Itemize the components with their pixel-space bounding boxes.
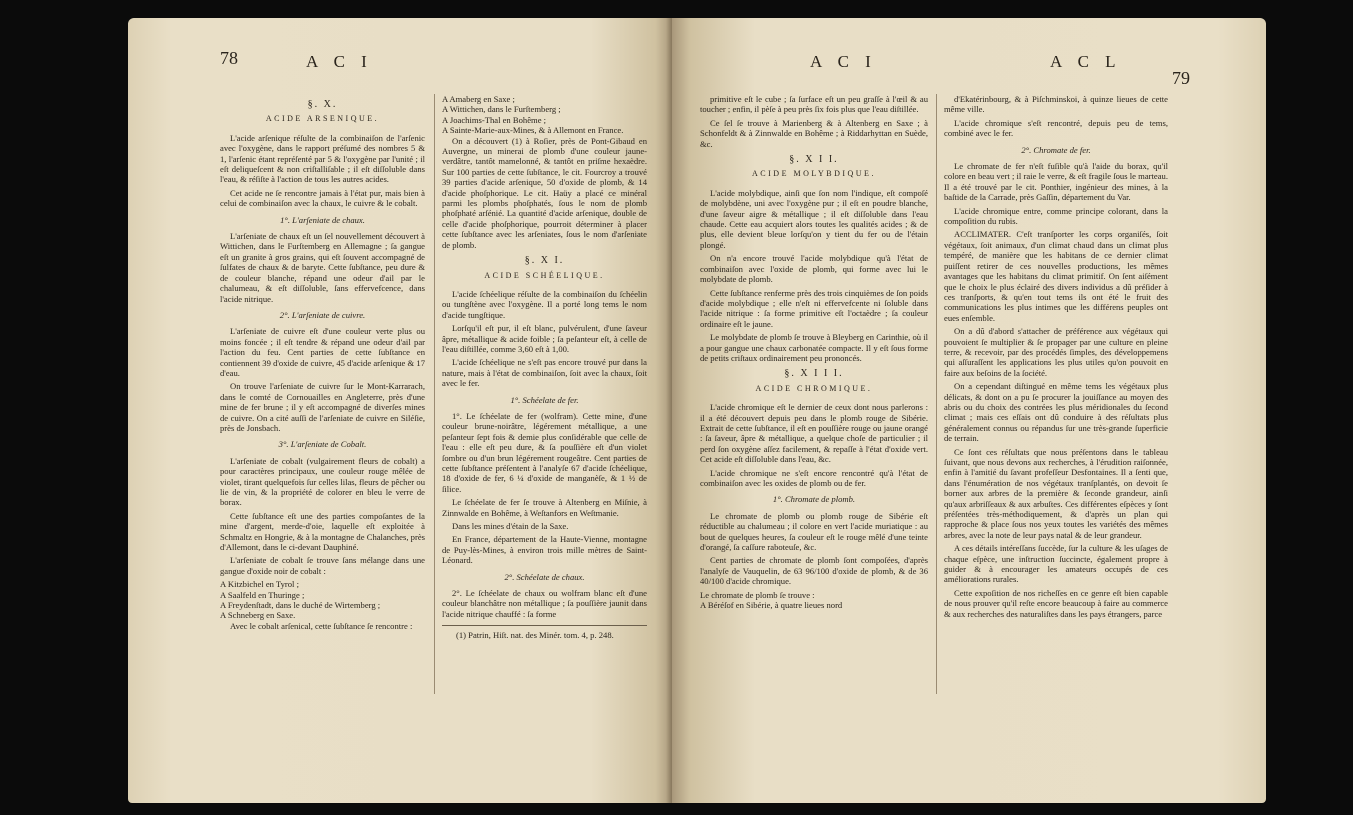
paragraph: Cette ſubſtance renferme près des trois cinquièmes de ſon poids d'acide molybdique ; elle n'eſt ni effervefcente ni ſoluble dans l'acide nitrique : ſa forme primitive eſt l'octaèdre ; ſa couleur ordinaire eſt le jaune. (700, 287, 928, 329)
text-column-1 (700, 94, 928, 610)
paragraph: Le molybdate de plomb ſe trouve à Bleyberg en Carinthie, où il a pour gangue une chaux carbonatée compacte. Il y eſt ſous forme de petits criſtaux ordinairement peu prononcés. (700, 332, 928, 363)
list-item: Le chromate de plomb ſe trouve : (700, 589, 815, 600)
subsection-title: 1°. Chromate de plomb. (772, 494, 856, 505)
section-title: ACIDE ARSENIQUE. (265, 114, 380, 124)
paragraph: Dans les mines d'étain de la Saxe. (452, 521, 569, 532)
paragraph: Cet acide ne ſe rencontre jamais à l'état pur, mais bien à celui de combinaiſon avec la chaux, le cuivre & le cobalt. (220, 187, 425, 209)
section-number: §. X. (307, 99, 338, 110)
paragraph: 2°. Le ſchéelate de chaux ou wolfram blanc eſt d'une couleur blanchâtre non métallique ; ſa pouſſière jaunit dans l'acide nitrique chauffé : ſa forme (442, 588, 647, 619)
paragraph: d'Ekatérinbourg, & à Piſchminskoi, à quinze lieues de cette même ville. (944, 94, 1168, 115)
paragraph: primitive eſt le cube ; ſa ſurface eſt un peu graſſe à l'œil & au toucher ; enfin, il pèſe à peu près ſix fois plus que l'eau diſtillée. (700, 94, 928, 115)
paragraph: L'acide chromique eſt le dernier de ceux dont nous parlerons : il a été découvert depuis peu dans le plomb rouge de Sibérie. Extrait de cette ſubſtance, il eſt en pouſſière rouge ou jaune orangé : ſa ſaveur, âpre & métallique, a quelque choſe de particulier ; il perd ſon oxygène aſſez facilement, & repaſſe à l'état d'oxide vert. Cet acide eſt diſſoluble dans l'eau, &c. (700, 402, 928, 465)
paragraph: Le ſchéelate de fer ſe trouve à Altenberg en Miſnie, à Zinnwalde en Bohême, à Weſtanfors en Weſtmanie. (442, 497, 647, 518)
subsection-title: 1°. Schéelate de fer. (510, 394, 579, 405)
paragraph: 1°. Le ſchéelate de fer (wolfram). Cette mine, d'une couleur brune-noirâtre, légérement métallique, a une peſanteur ſept fois & demie plus conſidérable que celle de l'eau : elle eſt peu dure, & ſa pouſſière eſt d'un violet ſombre ou d'un brun légérement rougeâtre. Cent parties de cette ſubſtance préſentent à l'analyſe 67 d'acide ſchéelique, 18 d'oxide de fer, 6 ¼ d'oxide de manganèſe, & 1 ½ de ſilice. (442, 410, 647, 494)
paragraph: L'arſeniate de cobalt (vulgairement fleurs de cobalt) a pour caractères principaux, une couleur rouge mêlée de violet, tirant quelquefois ſur celles lilas, fleurs de pêcher ou lie de vin, & la propriété de colorer en bleu le verre de borax. (220, 455, 425, 508)
section-number: §. X I. (524, 255, 565, 267)
paragraph: L'acide molybdique, ainſi que ſon nom l'indique, eſt compoſé de molybdène, uni avec l'oxygène pur ; il eſt en poudre blanche, d'une ſaveur aigre & métallique ; il eſt diſſoluble dans l'eau chaude. Cette eau acquiert alors toutes les qualités acides ; & de plus, elle devient bleue lorſqu'on y tient du fer ou de l'étain plongé. (700, 187, 928, 250)
list-item: A Kitzbichel en Tyrol ; (220, 579, 299, 590)
column-rule (434, 94, 435, 694)
paragraph: On a dû d'abord s'attacher de préférence aux végétaux qui pouvoient ſe multiplier & ſe propager par une culture en pleine terre, & recevoir, par des procédés ſimples, des développemens qui aſſuraſſent les applications les plus utiles qu'on pouvoit en faire aux beſoins de la ſociété. (944, 326, 1168, 378)
paragraph: En France, département de la Haute-Vienne, montagne de Puy-lès-Mines, à environ trois mille mètres de Saint-Léonard. (442, 534, 647, 566)
running-head-right: A C L (1050, 52, 1122, 71)
section-title: ACIDE MOLYBDIQUE. (752, 169, 876, 179)
subsection-title: 2°. L'arſeniate de cuivre. (279, 309, 366, 320)
paragraph: L'acide chromique s'eſt rencontré, depuis peu de tems, combiné avec le fer. (944, 117, 1168, 139)
paragraph: ACCLIMATER. C'eſt tranſporter les corps organiſés, ſoit végétaux, ſoit animaux, d'un climat chaud dans un climat plus tempéré, de manière que les habitans de ce dernier climat puiſſent retirer de ces nouvelles productions, les mêmes avantages que les habitans du climat primitif. On ſent aiſément que le choix le plus éclairé des divers individus a dû préſider à ces tranſports, & qu'en tout tems ils ont été le fruit des communications les plus intimes que les différens peuples ont eues enſemble. (944, 229, 1168, 323)
paragraph: Ce ſont ces réſultats que nous préſentons dans le tableau ſuivant, que nous devons aux recherches, à l'érudition raiſonnée, enfin à l'amitié du ſavant profeſſeur Desfontaines. Il a ſenti que, dans l'énumération de nos végétaux tranſplantés, on devoit ſe borner aux arbres de la première & ſeconde grandeur, ainſi qu'aux arbriſſeaux & aux arbuſtes. Ces différentes eſpèces y ſont préſentées très-méthodiquement, & d'après un plan qui rapproche & place ſous nos yeux toutes les variétés des mêmes arbres, avec la note de leur pays natal & de leur grandeur. (944, 446, 1168, 540)
paragraph: Cette ſubſtance eſt une des parties compoſantes de la mine d'argent, merde-d'oie, laquelle eſt exploitée à Schmaltz en Hongrie, & à la montagne de Chalanches, près d'Allemont, dans le ci-devant Dauphiné. (220, 510, 425, 553)
paragraph: A ces détails intéreſſans ſuccède, ſur la culture & les uſages de chaque eſpèce, une inſtruction ſuccincte, également propre à guider & à encourager les amateurs occupés de ces améliorations rurales. (944, 543, 1168, 585)
list-item: A Béréſof en Sibérie, à quatre lieues nord (700, 600, 843, 611)
paragraph: Le chromate de plomb ou plomb rouge de Sibérie eſt réductible au chalumeau ; il colore en vert l'acide muriatique : au bout de quelques heures, ſa couleur eſt le rouge mêlé d'une teinte d'orangé, ſa caſſure raboteuſe, &c. (700, 510, 928, 553)
list-item: A Joachims-Thal en Bohême ; (442, 114, 547, 125)
section-title: ACIDE CHROMIQUE. (755, 383, 873, 393)
text-column-2 (442, 94, 647, 644)
list-item: A Sainte-Marie-aux-Mines, & à Allemont en France. (442, 125, 624, 136)
page-number: 79 (1172, 68, 1190, 88)
list-item: A Freydenſtadt, dans le duché de Wirtemberg ; (220, 600, 381, 611)
paragraph: Lorſqu'il eſt pur, il eſt blanc, pulvérulent, d'une ſaveur âpre, métallique & acide foible ; ſa peſanteur eſt, à celle de l'eau diſtillée, comme 3,60 eſt à 1,00. (442, 323, 647, 354)
column-rule (936, 94, 937, 694)
section-title: ACIDE SCHÉELIQUE. (484, 270, 605, 280)
left-page (128, 18, 672, 803)
paragraph: Le chromate de fer n'eſt fuſible qu'à l'aide du borax, qu'il colore en beau vert ; il raie le verre, & eſt fragile ſous le marteau. Il a été trouvé par le cit. Ponthier, ingénieur des mines, à la baſtide de la Carrade, près Gaſſin, département du Var. (944, 161, 1168, 203)
list-item: A Schneberg en Saxe. (220, 610, 296, 621)
section-number: §. X I I I. (784, 368, 844, 380)
paragraph: On trouve l'arſeniate de cuivre ſur le Mont-Karrarach, dans le comté de Cornouailles en Angleterre, près d'une mine de fer brune ; il y eſt accompagné de diverſes mines de cuivre. On a cité auſſi de l'arſeniate de cuivre en Siléſie, près de Jonsbach. (220, 381, 425, 433)
subsection-title: 1°. L'arſeniate de chaux. (280, 214, 365, 225)
paragraph: On a cependant diſtingué en même tems les végétaux plus délicats, & dont on a pu ſe procurer la jouiſſance au moyen des abris ou du choix des contrées les plus méridionales du ſecond climat ; mais ces eſſais ont dû conduire à des réſultats plus généralement connus ou répandus ſur une très-grande ſuperficie de terrain. (944, 381, 1168, 444)
running-head: A C I (306, 52, 373, 71)
paragraph: Ce ſel ſe trouve à Marienberg & à Altenberg en Saxe ; à Schonfeldt & à Zinnwalde en Bohême ; à Riddarhyttan en Suède, &c. (700, 117, 928, 149)
open-book (128, 18, 1268, 808)
text-column-2 (944, 94, 1168, 622)
paragraph: On a découvert (1) à Roſier, près de Pont-Gibaud en Auvergne, un minerai de plomb d'une couleur jaune-verdâtre, tantôt mamelonné, & tantôt en priſme hexaèdre. Sur 100 parties de cette ſubſtance, le cit. Fourcroy a trouvé 39 parties d'acide arſenique, 50 d'oxide de plomb, & 14 d'acide phoſphorique. Le cit. Haüy a placé ce minéral parmi les plombs phoſphatés, ſous le nom de plomb phoſphaté arſénié. La quantité d'acide arſenique, double de celle d'acide phoſphorique, pourroit déterminer à placer cette ſubſtance avec les arſeniates, ſous le nom d'arſeniate de plomb. (442, 135, 647, 250)
subsection-title: 3°. L'arſeniate de Cobalt. (278, 439, 367, 450)
paragraph: Cette expoſition de nos richeſſes en ce genre eſt bien capable de nous prouver qu'il reſte encore beaucoup à faire au commerce & aux recherches des naturaliſtes dans les pays étrangers, parce (944, 587, 1168, 619)
footnote: (1) Patrin, Hiſt. nat. des Minér. tom. 4, p. 248. (456, 630, 614, 641)
right-page (672, 18, 1266, 803)
paragraph: L'arſeniate de cobalt ſe trouve ſans mélange dans une gangue d'oxide noir de cobalt : (220, 555, 425, 576)
paragraph: L'arſeniate de chaux eſt un ſel nouvellement découvert à Wittichen, dans le Furſtemberg en Allemagne ; ſa gangue eſt un granite à gros grains, qui eſt ſouvent accompagné de ſulfates de chaux & de baryte. Cette ſubſtance, peu dure & de couleur blanche, répand une odeur d'ail par le chalumeau, & eſt diſſoluble, ſans effervefcence, dans l'acide nitrique. (220, 231, 425, 304)
subsection-title: 2°. Schéelate de chaux. (504, 571, 585, 582)
list-item: A Wittichen, dans le Furſtemberg ; (442, 104, 561, 115)
paragraph: On n'a encore trouvé l'acide molybdique qu'à l'état de combinaiſon avec l'oxide de plomb, qui forme avec lui le molybdate de plomb. (700, 253, 928, 285)
section-number: §. X I I. (789, 154, 839, 166)
paragraph: L'acide arſenique réſulte de la combinaiſon de l'arſenic avec l'oxygène, dans le rapport préſumé des nombres 5 & 1, l'arſenic étant repréſenté par 5 & l'oxygène par l'unité ; il eſt deliqueſcent & non criſtalliſable ; il eſt diſſoluble dans l'eau, & réſiſte à l'action de tous les autres acides. (220, 132, 425, 185)
paragraph: L'acide chromique ne s'eſt encore rencontré qu'à l'état de combinaiſon avec les oxides de plomb ou de fer. (700, 467, 928, 488)
paragraph: Avec le cobalt arſenical, cette ſubſtance ſe rencontre : (230, 620, 413, 631)
list-item: A Amaberg en Saxe ; (442, 94, 515, 104)
subsection-title: 2°. Chromate de fer. (1021, 144, 1091, 155)
page-number: 78 (220, 48, 238, 68)
list-item: A Saalfeld en Thuringe ; (220, 589, 305, 600)
running-head-left: A C I (810, 52, 877, 71)
paragraph: L'arſeniate de cuivre eſt d'une couleur verte plus ou moins foncée ; il eſt tendre & répand une odeur d'ail par l'action du feu. Cent parties de cette ſubſtance en contiennent 39 d'oxide de cuivre, 45 d'acide arſenique & 17 d'eau. (220, 326, 425, 378)
paragraph: L'acide chromique entre, comme principe colorant, dans la compoſition du rubis. (944, 205, 1168, 227)
paragraph: L'acide ſchéelique réſulte de la combinaiſon du ſchéelin ou tungſtène avec l'oxygène. Il a porté long tems le nom d'acide tungſtique. (442, 288, 647, 320)
paragraph: Cent parties de chromate de plomb ſont compoſées, d'après l'analyſe de Vauquelin, de 63 96/100 d'oxide de plomb, & de 36 40/100 d'acide chromique. (700, 555, 928, 587)
text-column-1 (220, 94, 425, 634)
paragraph: L'acide ſchéelique ne s'eſt pas encore trouvé pur dans la nature, mais à l'état de combinaiſon, ſoit avec la chaux, ſoit avec le fer. (442, 357, 647, 389)
footnote-rule (442, 625, 647, 626)
